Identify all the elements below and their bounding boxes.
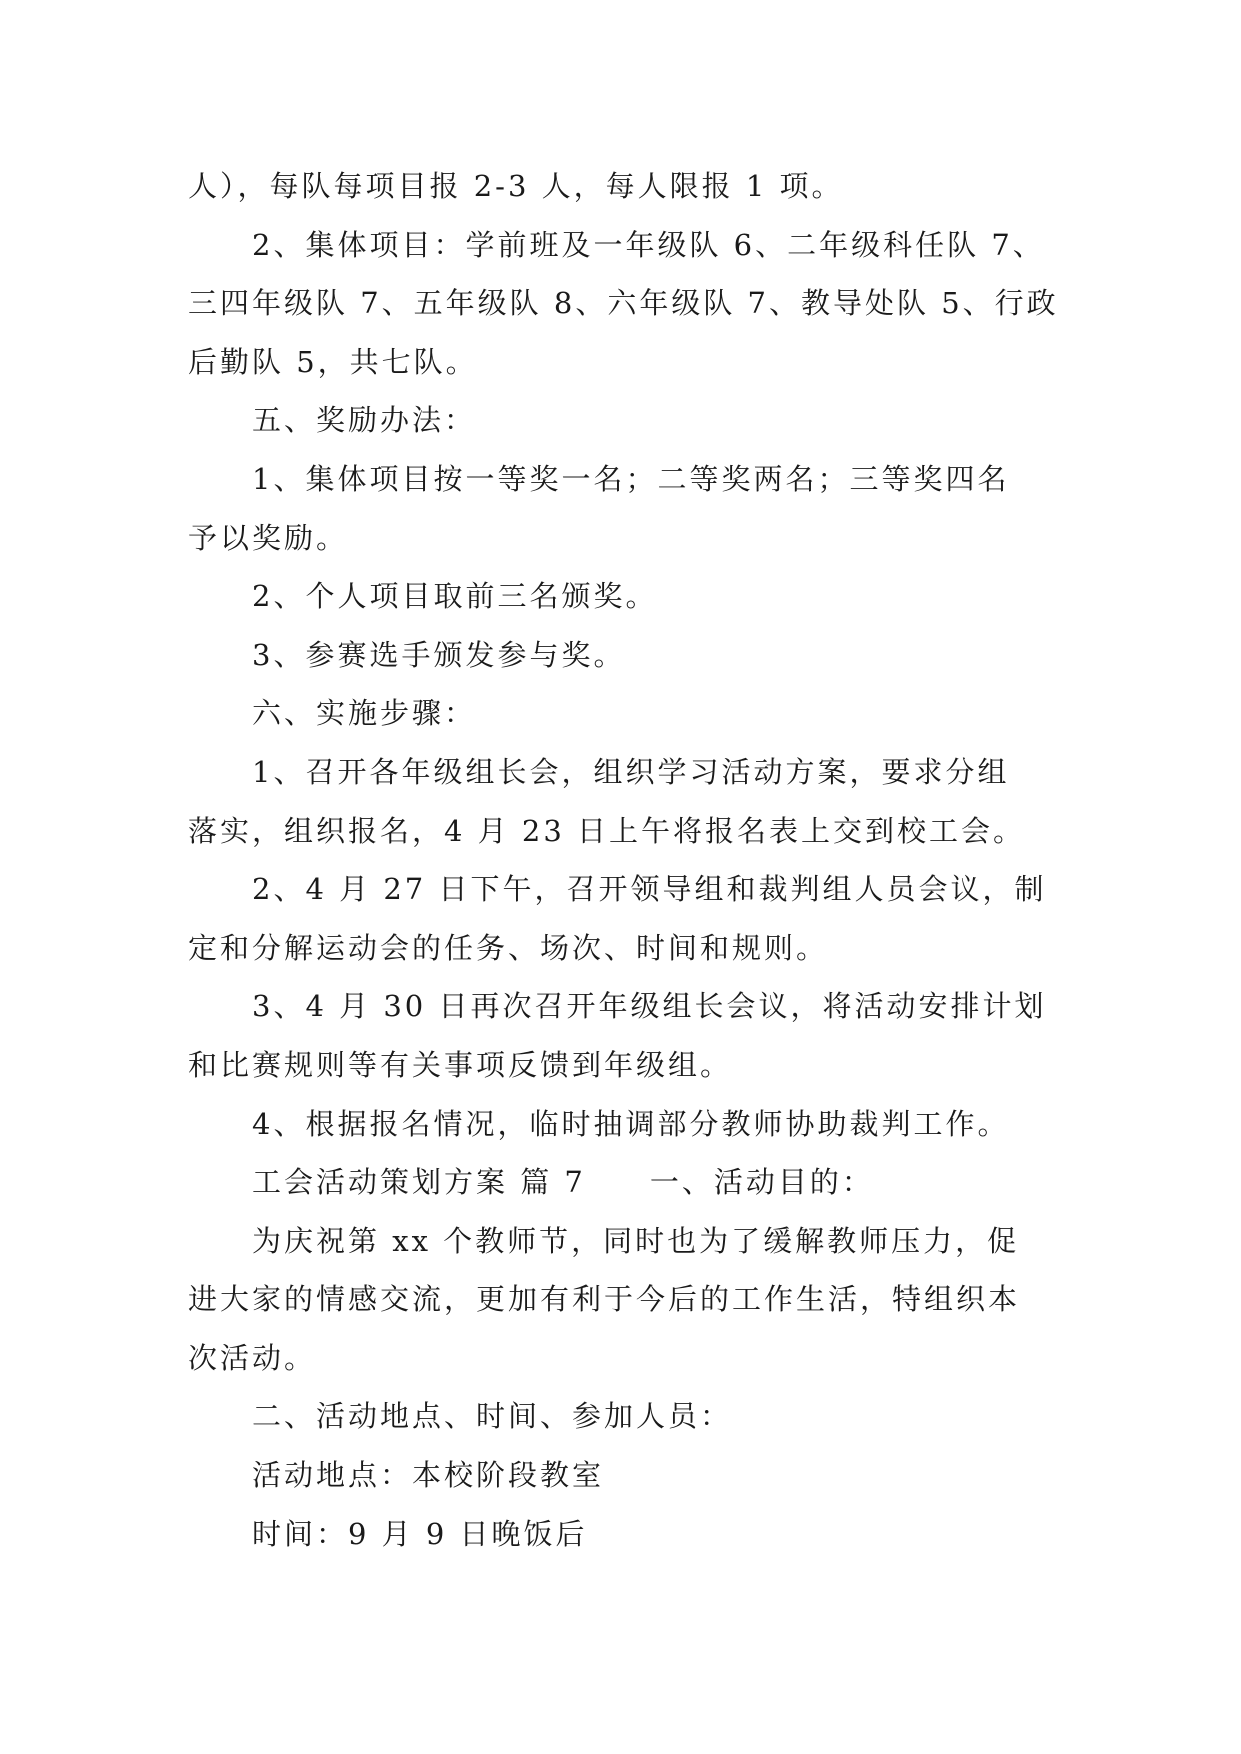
paragraph-line: 定和分解运动会的任务、场次、时间和规则。 bbox=[188, 930, 829, 965]
paragraph-line: 2、4 月 27 日下午，召开领导组和裁判组人员会议，制 bbox=[252, 872, 1047, 907]
paragraph-line: 次活动。 bbox=[188, 1340, 317, 1375]
paragraph-line: 2、集体项目：学前班及一年级队 6、二年级科任队 7、 bbox=[252, 227, 1045, 262]
section-heading-line: 二、活动地点、时间、参加人员： bbox=[252, 1399, 733, 1434]
paragraph-line: 2、个人项目取前三名颁奖。 bbox=[252, 579, 658, 614]
article-subtitle: 一、活动目的： bbox=[649, 1165, 874, 1200]
paragraph-line: 3、4 月 30 日再次召开年级组长会议，将活动安排计划 bbox=[252, 989, 1047, 1024]
paragraph-line: 后勤队 5，共七队。 bbox=[188, 344, 478, 379]
paragraph-line: 人），每队每项目报 2-3 人，每人限报 1 项。 bbox=[188, 169, 844, 203]
paragraph-line: 落实，组织报名，4 月 23 日上午将报名表上交到校工会。 bbox=[188, 813, 1026, 848]
document-body bbox=[188, 157, 1068, 1563]
section-heading-line: 六、实施步骤： bbox=[252, 696, 477, 731]
paragraph-line: 4、根据报名情况，临时抽调部分教师协助裁判工作。 bbox=[252, 1106, 1010, 1141]
paragraph-line: 活动地点：本校阶段教室 bbox=[252, 1458, 605, 1493]
paragraph-line: 和比赛规则等有关事项反馈到年级组。 bbox=[188, 1047, 733, 1082]
article-heading bbox=[188, 1153, 1068, 1212]
paragraph-line: 为庆祝第 xx 个教师节，同时也为了缓解教师压力，促 bbox=[252, 1223, 1020, 1258]
paragraph-line: 1、召开各年级组长会，组织学习活动方案，要求分组 bbox=[252, 754, 1010, 789]
article-title: 工会活动策划方案 篇 7 bbox=[252, 1165, 586, 1200]
paragraph-line: 1、集体项目按一等奖一名；二等奖两名；三等奖四名 bbox=[252, 461, 1010, 496]
paragraph-line: 三四年级队 7、五年级队 8、六年级队 7、教导处队 5、行政 bbox=[188, 286, 1059, 321]
paragraph-line: 予以奖励。 bbox=[188, 520, 349, 555]
section-heading-line: 五、奖励办法： bbox=[252, 403, 477, 438]
paragraph-line: 时间：9 月 9 日晚饭后 bbox=[252, 1516, 588, 1551]
paragraph-line: 进大家的情感交流，更加有利于今后的工作生活，特组织本 bbox=[188, 1282, 1021, 1317]
paragraph-line: 3、参赛选手颁发参与奖。 bbox=[252, 637, 626, 672]
